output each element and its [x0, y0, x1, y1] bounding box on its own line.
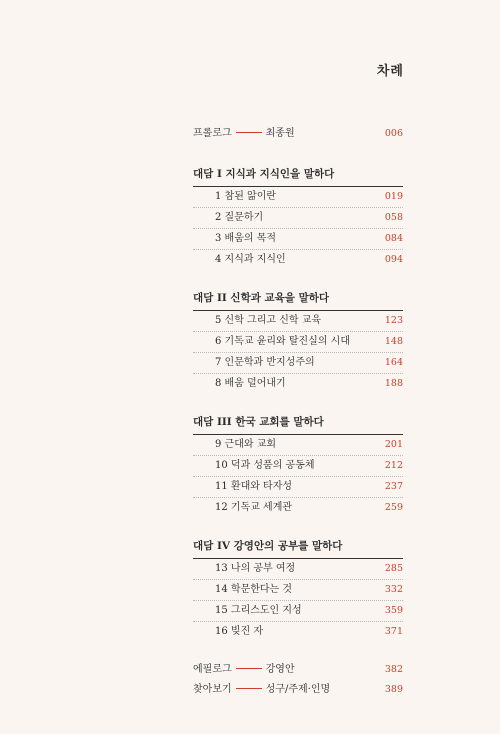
chapter-label: 12 기독교 세계관: [215, 502, 293, 513]
toc-part-heading[interactable]: 대담 III 한국 교회를 말하다: [193, 410, 403, 435]
chapter-label: 8 배움 덜어내기: [215, 378, 286, 389]
chapter-label: 6 기독교 윤리와 탈진실의 시대: [215, 336, 350, 347]
page-number: 094: [384, 254, 403, 265]
page-number: 212: [384, 460, 403, 471]
dash-rule: [236, 688, 262, 689]
dash-rule: [236, 668, 262, 669]
prologue-author: 최종원: [265, 128, 295, 139]
toc-epilogue[interactable]: [193, 660, 403, 680]
chapter-label: 7 인문학과 반지성주의: [215, 357, 315, 368]
toc-chapter[interactable]: [193, 250, 403, 270]
chapter-label: 16 빚진 자: [215, 626, 264, 637]
toc-chapter[interactable]: [193, 332, 403, 353]
toc-part-heading[interactable]: 대담 IV 강영안의 공부를 말하다: [193, 534, 403, 559]
toc-chapter[interactable]: [193, 622, 403, 642]
toc-chapter[interactable]: [193, 477, 403, 498]
chapter-label: 10 덕과 성품의 공동체: [215, 460, 315, 471]
page-number: 237: [384, 481, 403, 492]
chapter-label: 2 질문하기: [215, 212, 264, 223]
toc-chapter[interactable]: [193, 580, 403, 601]
dash-rule: [236, 132, 262, 133]
chapter-label: 4 지식과 지식인: [215, 254, 286, 265]
page-number: 389: [384, 684, 403, 695]
page-number: 285: [384, 563, 403, 574]
epilogue-label: 에필로그: [193, 664, 232, 675]
page-number: 201: [384, 439, 403, 450]
toc-index[interactable]: [193, 680, 403, 700]
chapter-label: 14 학문한다는 것: [215, 584, 293, 595]
chapter-label: 15 그리스도인 지성: [215, 605, 302, 616]
toc-chapter[interactable]: [193, 435, 403, 456]
chapter-label: 13 나의 공부 여정: [215, 563, 296, 574]
toc-chapter[interactable]: [193, 353, 403, 374]
toc-chapter[interactable]: [193, 311, 403, 332]
index-text: 성구/주제·인명: [265, 684, 331, 695]
chapter-label: 9 근대와 교회: [215, 439, 277, 450]
chapter-label: 5 신학 그리고 신학 교육: [215, 315, 322, 326]
page-number: 019: [384, 191, 403, 202]
toc-part-heading[interactable]: 대담 I 지식과 지식인을 말하다: [193, 162, 403, 187]
prologue-label: 프롤로그: [193, 128, 232, 139]
toc-prologue[interactable]: [193, 124, 403, 144]
epilogue-author: 강영안: [265, 664, 295, 675]
toc-chapter[interactable]: [193, 498, 403, 518]
chapter-label: 1 참된 앎이란: [215, 191, 277, 202]
page-number: 359: [384, 605, 403, 616]
toc-chapter[interactable]: [193, 229, 403, 250]
toc-part-heading[interactable]: 대담 II 신학과 교육을 말하다: [193, 286, 403, 311]
toc-chapter[interactable]: [193, 208, 403, 229]
chapter-label: 3 배움의 목적: [215, 233, 277, 244]
page-number: 164: [384, 357, 403, 368]
toc-chapter[interactable]: [193, 187, 403, 208]
page-number: 084: [384, 233, 403, 244]
table-of-contents: [193, 124, 403, 700]
page-number: 123: [384, 315, 403, 326]
index-label: 찾아보기: [193, 684, 232, 695]
page-number: 371: [384, 626, 403, 637]
page-number: 006: [384, 128, 403, 139]
page-number: 382: [384, 664, 403, 675]
toc-chapter[interactable]: [193, 559, 403, 580]
toc-chapter[interactable]: [193, 601, 403, 622]
page-number: 259: [384, 502, 403, 513]
page-number: 058: [384, 212, 403, 223]
page-number: 148: [384, 336, 403, 347]
toc-chapter[interactable]: [193, 374, 403, 394]
toc-chapter[interactable]: [193, 456, 403, 477]
chapter-label: 11 환대와 타자성: [215, 481, 293, 492]
page-number: 188: [384, 378, 403, 389]
page-number: 332: [384, 584, 403, 595]
page-title: 차례: [376, 64, 404, 79]
